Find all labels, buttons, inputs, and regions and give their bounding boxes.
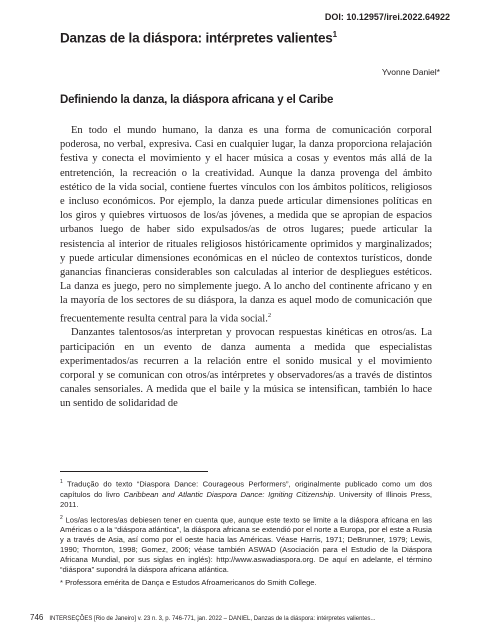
author-name: Yvonne Daniel* [381,67,440,77]
paragraph-1 [60,124,432,326]
article-title-text: Danzas de la diáspora: intérpretes valientes [60,30,333,46]
paragraph-2: Danzantes talentosos/as interpretan y provocan respuestas kinéticas en otros/as. La participación en un evento de danza aumenta a medida que especialistas experimentados/as recurren a la relación entre el sonido musical y el movimiento corporal y se comunican con otros/as intérpretes y observadores/as a través de distintos canales sensoriales. A medida que el baile y la música se intensifican, también lo hace un sentido de solidaridad de [60,327,432,410]
footnote-1-book-title: Caribbean and Atlantic Diaspora Dance: Igniting Citizenship [123,489,334,499]
footnote-1-mark: 1 [60,479,63,485]
footnotes [60,477,432,591]
doi-label[interactable]: DOI: 10.12957/irei.2022.64922 [324,12,450,22]
footnote-marker-2[interactable]: 2 [267,311,272,319]
footnote-divider [60,471,208,472]
footnote-1-text: Tradução do texto “Diaspora Dance: Courageous Performers”, originalmente publicado como um dos capítulos do livro [60,479,432,499]
page-number: 746 [30,613,44,622]
article-title [60,30,440,46]
paragraph-1-text: En todo el mundo humano, la danza es una forma de comunicación corporal poderosa, no verbal, expresiva. Casi en cualquier lugar, la danza proporciona relajación festiva y conecta el movimiento y el hacer música a cosas y eventos más allá de la entretención, la recreación o la creatividad. Aunque la danza provenga del ámbito estético de la vida social, contiene fuertes vínculos con los ámbitos políticos, religiosos e incluso económicos. Por ejemplo, la danza puede articular dimensiones políticas en los giros y quiebres virtuosos de los/as jóvenes, a medida que se apropian de espacios urbanos luego de haber sido expulsados/as de otros lugares; puede articular la resistencia al interior de rituales religiosos históricamente oprimidos y marginalizados; y puede articular dimensiones económicas en el núcleo de contextos turísticos, donde ganancias financieras considerables son calculadas al interior de despliegues estéticos. La danza es juego, pero no simplemente juego. A lo ancho del continente africano y en la mayoría de los sectores de su diáspora, la danza es aquel modo de comunicación que frecuentemente resulta central para la vida social. [60,125,432,325]
title-footnote-marker[interactable]: 1 [332,30,337,39]
section-heading: Definiendo la danza, la diáspora africana y el Caribe [60,94,334,106]
footnote-2 [60,513,432,576]
body-text [60,124,432,412]
footnote-2-mark: 2 [60,514,63,521]
footer-citation: INTERSEÇÕES [Rio de Janeiro] v. 23 n. 3, p. 746-771, jan. 2022 – DANIEL, Danzas de la diáspora: intérpretes valientes... [49,616,376,622]
page-footer [30,613,460,622]
footnote-1-publisher: . University of Illinois Press, 2011. [60,489,433,509]
author-affiliation-note: * Professora emérita de Dança e Estudos Afroamericanos do Smith College. [60,578,317,588]
footnote-1 [60,477,432,510]
footnote-2-text: Los/as lectores/as debiesen tener en cuenta que, aunque este texto se limite a la diáspora africana en las Américas o a la “diáspora atlántica”, la diáspora africana se extendió por el norte a Europa, por el este a Rusia y a través de Asia, así como por el oeste hacia las Américas. Véase Harris, 1971; DeBrunner, 1979; Lewis, 1990; Thornton, 1998; Gomez, 2006; véase también ASWAD (Asociación para el Estudio de la Diáspora Africana Mundial, por sus siglas en inglés): http://www.aswadiaspora.org. De aquí en adelante, el término “diáspora” supondrá la diáspora africana atlántica. [60,515,432,575]
